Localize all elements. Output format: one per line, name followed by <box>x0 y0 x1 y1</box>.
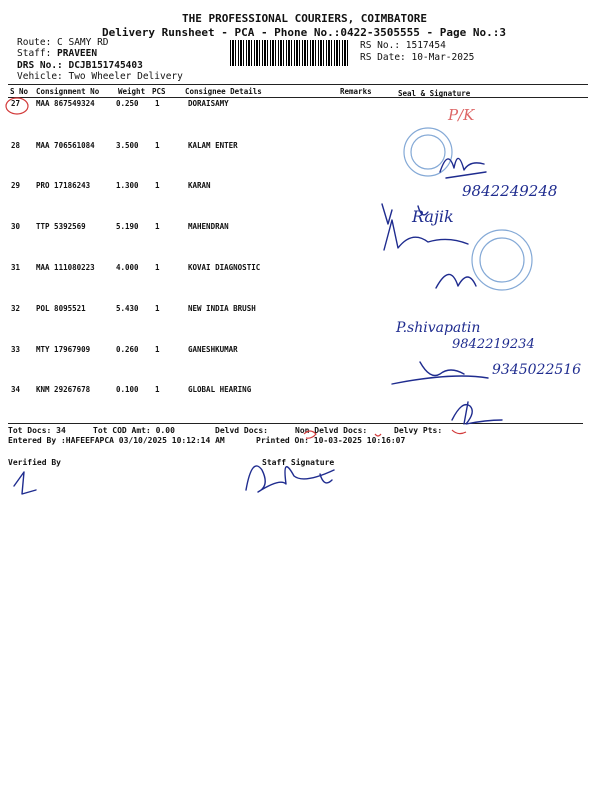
row-consignment: TTP 5392569 <box>36 222 86 231</box>
handwritten-phone-1: 9842249248 <box>462 182 558 200</box>
document-title: Delivery Runsheet - PCA - Phone No.:0422-3505555 - Page No.:3 <box>102 26 506 39</box>
row-sno: 32 <box>11 304 21 313</box>
row-weight: 0.250 <box>116 99 139 108</box>
printed-on: Printed On: 10-03-2025 10:16:07 <box>256 436 406 445</box>
drs-value: DCJB151745403 <box>68 60 143 71</box>
col-pcs: PCS <box>152 87 166 96</box>
row-sno: 28 <box>11 141 21 150</box>
row-consignment: MAA 706561084 <box>36 141 95 150</box>
staff-signature-label: Staff Signature <box>262 458 335 467</box>
row-weight: 4.000 <box>116 263 139 272</box>
staff-signature <box>246 466 334 492</box>
row-consignment: MTY 17967909 <box>36 345 91 354</box>
table-bottom-rule <box>8 423 583 424</box>
row-sno: 30 <box>11 222 21 231</box>
total-docs: Tot Docs: 34 <box>8 426 66 435</box>
verified-signature <box>14 472 36 494</box>
row-sno: 34 <box>11 385 21 394</box>
header-top-rule <box>8 84 588 85</box>
staff-label: Staff: <box>17 48 58 59</box>
row-weight: 3.500 <box>116 141 139 150</box>
row-consignee: GLOBAL HEARING <box>188 385 252 394</box>
company-title: THE PROFESSIONAL COURIERS, COIMBATORE <box>182 12 428 25</box>
row-consignee: MAHENDRAN <box>188 222 229 231</box>
row-consignment: POL 8095521 <box>36 304 86 313</box>
row-pcs: 1 <box>155 304 160 313</box>
barcode <box>230 40 350 66</box>
route-text: Route: C SAMY RD <box>17 37 109 48</box>
entered-by: Entered By :HAFEEFAPCA 03/10/2025 10:12:14 AM <box>8 436 225 445</box>
signature-row-33 <box>392 362 488 384</box>
signature-row-34 <box>452 402 502 424</box>
total-cod: Tot COD Amt: 0.00 <box>93 426 175 435</box>
row-sno: 31 <box>11 263 21 272</box>
row-pcs: 1 <box>155 99 160 108</box>
row-sno: 27 <box>11 99 21 108</box>
row-weight: 0.100 <box>116 385 139 394</box>
red-pts-mark <box>452 430 466 434</box>
col-consignee: Consignee Details <box>185 87 262 96</box>
handwritten-name-1: Rajik <box>412 207 454 226</box>
handwritten-phone-3: 9345022516 <box>492 362 582 378</box>
row-weight: 1.300 <box>116 181 139 190</box>
delivered-docs: Delvd Docs: <box>215 426 268 435</box>
signature-row-30 <box>384 220 468 250</box>
col-seal-signature: Seal & Signature <box>398 89 471 98</box>
col-consignment: Consignment No <box>36 87 100 96</box>
delivery-points: Delvy Pts: <box>394 426 443 435</box>
non-delivered-docs: Non Delvd Docs: <box>295 426 368 435</box>
row-consignment: MAA 867549324 <box>36 99 95 108</box>
row-pcs: 1 <box>155 181 160 190</box>
staff-line <box>17 48 97 59</box>
row-consignment: KNM 29267678 <box>36 385 91 394</box>
handwritten-phone-2: 9842219234 <box>452 337 535 352</box>
rs-date: RS Date: 10-Mar-2025 <box>360 52 475 63</box>
row-weight: 0.260 <box>116 345 139 354</box>
row-consignment: MAA 111080223 <box>36 263 95 272</box>
row-consignee: KALAM ENTER <box>188 141 238 150</box>
seal-stamp-1-inner <box>411 135 445 169</box>
row-pcs: 1 <box>155 263 160 272</box>
drs-label: DRS No.: <box>17 60 69 71</box>
row-consignee: KOVAI DIAGNOSTIC <box>188 263 261 272</box>
col-remarks: Remarks <box>340 87 372 96</box>
signature-row-31 <box>436 274 476 288</box>
col-sno: S No <box>10 87 29 96</box>
seal-stamp-1 <box>404 128 452 176</box>
row-consignee: NEW INDIA BRUSH <box>188 304 256 313</box>
seal-stamp-2 <box>472 230 532 290</box>
row-weight: 5.430 <box>116 304 139 313</box>
row-pcs: 1 <box>155 141 160 150</box>
row-consignee: KARAN <box>188 181 211 190</box>
handwritten-name-2: P.shivapatin <box>396 320 481 336</box>
initials-handwriting: P/K <box>448 106 475 124</box>
row-pcs: 1 <box>155 222 160 231</box>
col-weight: Weight <box>118 87 146 96</box>
vehicle-text: Vehicle: Two Wheeler Delivery <box>17 71 183 82</box>
row-sno: 29 <box>11 181 21 190</box>
drs-line <box>17 60 143 71</box>
rs-number: RS No.: 1517454 <box>360 40 446 51</box>
row-sno: 33 <box>11 345 21 354</box>
signature-row-29 <box>382 204 428 224</box>
row-consignment: PRO 17186243 <box>36 181 91 190</box>
verified-by-label: Verified By <box>8 458 61 467</box>
row-consignee: GANESHKUMAR <box>188 345 238 354</box>
signature-row-28 <box>440 158 486 178</box>
row-weight: 5.190 <box>116 222 139 231</box>
seal-stamp-2-inner <box>480 238 524 282</box>
row-pcs: 1 <box>155 345 160 354</box>
staff-value: PRAVEEN <box>57 48 98 59</box>
row-pcs: 1 <box>155 385 160 394</box>
row-consignee: DORAISAMY <box>188 99 229 108</box>
header-bottom-rule <box>8 97 588 98</box>
